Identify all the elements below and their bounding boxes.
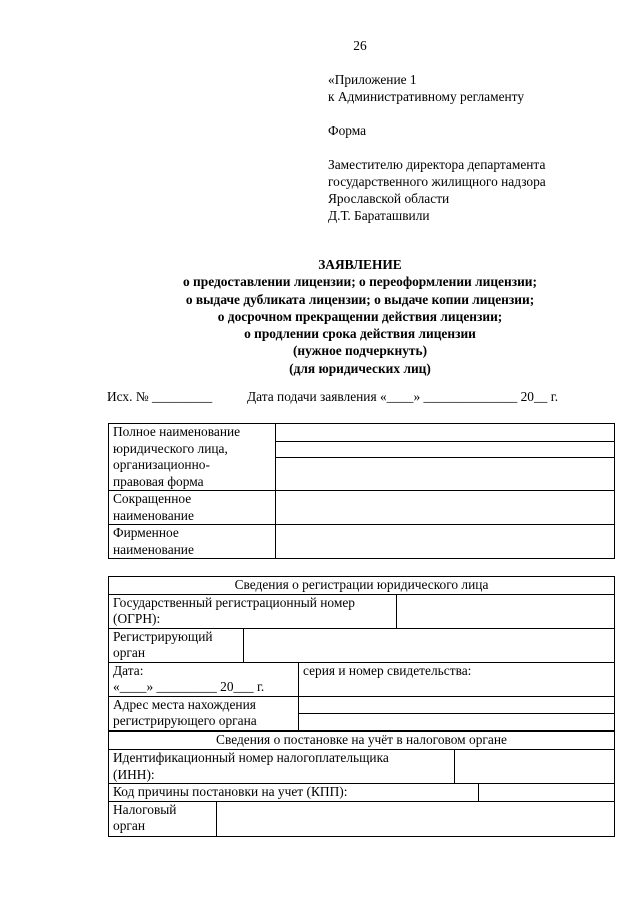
submission-date-field[interactable]: Дата подачи заявления «____» ______________ 20__ г. <box>247 389 559 404</box>
inn-label <box>109 750 455 784</box>
form-label: Форма <box>328 123 367 138</box>
title-line-4: о продлении срока действия лицензии <box>244 326 476 342</box>
title-line-2: о выдаче дубликата лицензии; о выдаче копии лицензии; <box>185 291 535 307</box>
ogrn-label <box>109 594 397 628</box>
inn-label-2: (ИНН): <box>113 766 155 782</box>
address-label-1: Адрес места нахождения <box>113 696 256 712</box>
registration-table <box>108 576 615 731</box>
tax-table <box>108 749 615 837</box>
registration-header: Сведения о регистрации юридического лица <box>109 577 615 595</box>
page-number: 26 <box>353 38 367 53</box>
full-name-label-3: организационно- <box>113 457 210 472</box>
addressee-line-3: Ярославской области <box>328 191 450 206</box>
kpp-digit-boxes[interactable] <box>479 784 615 802</box>
names-table <box>108 423 615 559</box>
inn-label-1: Идентификационный номер налогоплательщика <box>113 750 389 765</box>
document-title <box>96 256 624 377</box>
firm-name-input[interactable] <box>276 525 615 559</box>
registrar-label-2: орган <box>113 645 145 660</box>
short-name-label <box>109 491 276 525</box>
tax-org-label <box>109 801 217 836</box>
registration-date-field[interactable] <box>109 662 299 696</box>
registrar-label <box>109 628 244 662</box>
registration-date-blank: «____» _________ 20___ г. <box>113 679 265 694</box>
address-label-2: регистрирующего органа <box>113 713 257 728</box>
tax-org-input[interactable] <box>217 801 615 836</box>
tax-org-label-2: орган <box>113 818 145 833</box>
title-line-1: о предоставлении лицензии; о переоформлении лицензии; <box>183 274 537 290</box>
firm-name-label-1: Фирменное <box>113 525 179 540</box>
full-name-label-2: юридического лица, <box>113 440 228 456</box>
full-name-label <box>109 424 276 491</box>
ogrn-label-2: (ОГРН): <box>113 611 161 626</box>
firm-name-label <box>109 525 276 559</box>
full-name-input-1[interactable] <box>276 424 615 442</box>
registrar-input[interactable] <box>244 628 615 662</box>
tax-org-label-1: Налоговый <box>113 801 177 817</box>
full-name-label-1: Полное наименование <box>113 424 241 439</box>
addressee-line-4: Д.Т. Бараташвили <box>328 208 430 223</box>
inn-digit-boxes[interactable] <box>455 750 615 784</box>
ogrn-label-1: Государственный регистрационный номер <box>113 594 355 610</box>
title-heading: ЗАЯВЛЕНИЕ <box>318 257 402 272</box>
addressee-line-2: государственного жилищного надзора <box>328 174 546 189</box>
kpp-label: Код причины постановки на учет (КПП): <box>109 784 479 802</box>
short-name-label-2: наименование <box>113 507 194 523</box>
address-input-1[interactable] <box>299 696 615 713</box>
registration-date-label: Дата: <box>113 662 144 678</box>
address-label <box>109 696 299 730</box>
tax-header: Сведения о постановке на учёт в налоговом органе <box>109 732 615 750</box>
certificate-field[interactable]: серия и номер свидетельства: <box>299 662 615 696</box>
ogrn-digit-boxes[interactable] <box>397 594 615 628</box>
full-name-label-4: правовая форма <box>113 473 204 489</box>
short-name-label-1: Сокращенное <box>113 491 192 506</box>
registrar-label-1: Регистрирующий <box>113 628 213 644</box>
address-input-2[interactable] <box>299 713 615 730</box>
title-line-5: (нужное подчеркнуть) <box>292 343 428 359</box>
appendix-block <box>328 71 524 139</box>
short-name-input[interactable] <box>276 491 615 525</box>
appendix-line-2: к Административному регламенту <box>328 89 525 104</box>
title-line-6: (для юридических лиц) <box>289 360 431 376</box>
tax-header-table <box>108 731 615 750</box>
full-name-input-2[interactable] <box>276 441 615 457</box>
addressee-block <box>328 156 546 224</box>
title-line-3: о досрочном прекращении действия лицензии; <box>217 308 503 324</box>
outgoing-number-field[interactable]: Исх. № _________ <box>107 389 213 404</box>
appendix-line-1: «Приложение 1 <box>328 72 417 87</box>
firm-name-label-2: наименование <box>113 541 194 557</box>
addressee-line-1: Заместителю директора департамента <box>328 157 546 172</box>
full-name-input-3[interactable] <box>276 458 615 491</box>
